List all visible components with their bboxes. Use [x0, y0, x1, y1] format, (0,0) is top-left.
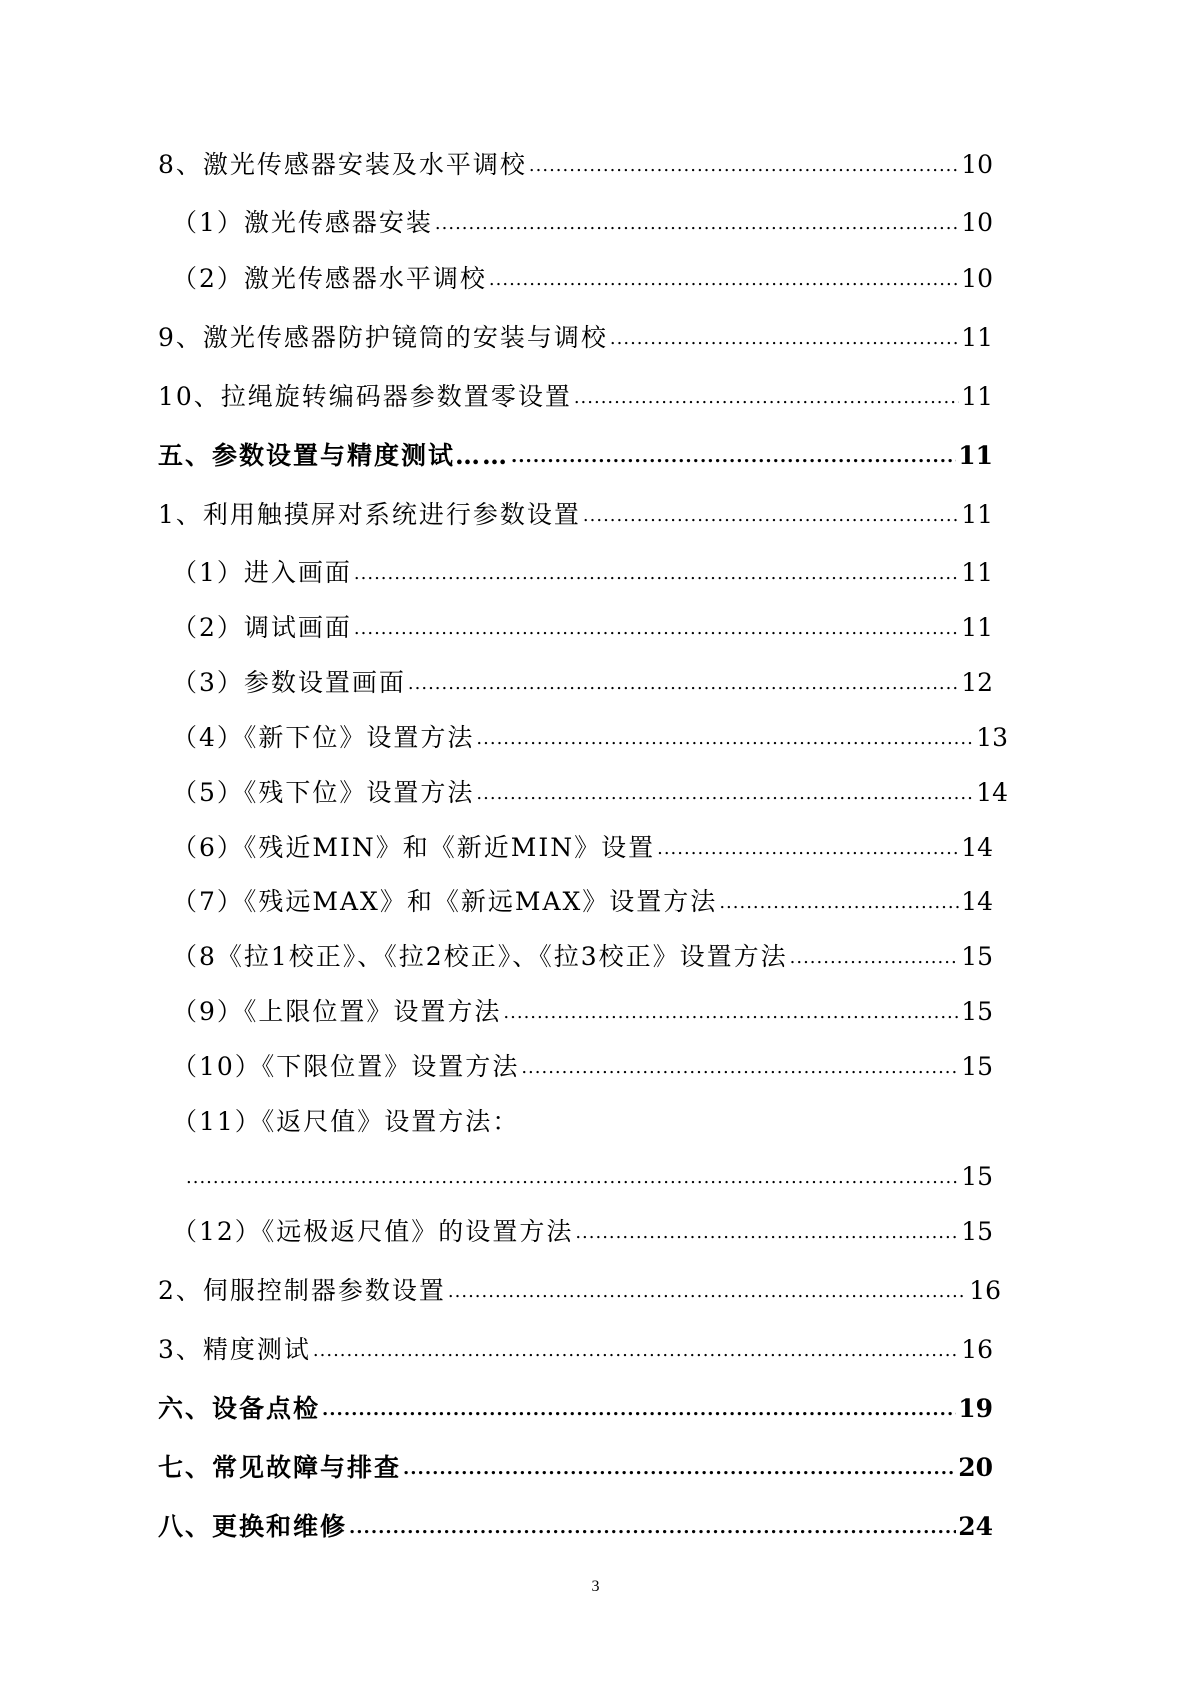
dot-leader [403, 1449, 956, 1486]
toc-entry [158, 148, 993, 182]
toc-entry-page: 11 [958, 441, 993, 470]
toc-entry-page: 15 [961, 997, 993, 1026]
toc-entry-page: 11 [961, 382, 993, 411]
toc-entry-page: 15 [961, 1052, 993, 1081]
toc-entry-title: （2）调试画面 [172, 613, 352, 642]
toc-entry-chapter [158, 1510, 993, 1544]
toc-entry [172, 611, 993, 645]
toc-entry-title: （9）《上限位置》设置方法 [172, 997, 502, 1026]
dot-leader [583, 496, 959, 533]
toc-entry [158, 1274, 1001, 1308]
toc-entry-chapter [158, 439, 993, 473]
toc-entry-page: 14 [961, 833, 993, 862]
toc-entry-chapter [158, 1451, 993, 1485]
toc-entry [172, 556, 993, 590]
toc-entry-title: 8、激光传感器安装及水平调校 [158, 150, 527, 179]
toc-entry-title: （8《拉1校正》、《拉2校正》、《拉3校正》设置方法 [172, 942, 788, 971]
dot-leader [476, 719, 974, 756]
toc-entry-page: 10 [961, 264, 993, 293]
toc-entry-page: 16 [969, 1276, 1001, 1305]
toc-entry-title: （7）《残远MAX》和《新远MAX》设置方法 [172, 887, 718, 916]
toc-entry-title: （2）激光传感器水平调校 [172, 264, 487, 293]
dot-leader [521, 1048, 959, 1085]
toc-entry-title: 八、更换和维修 [158, 1512, 348, 1541]
toc-entry [172, 206, 993, 240]
toc-entry-page: 15 [961, 942, 993, 971]
dot-leader [435, 204, 959, 241]
dot-leader [719, 883, 959, 920]
toc-entry-title: （5）《残下位》设置方法 [172, 778, 475, 807]
toc-entry [172, 262, 993, 296]
toc-entry-title: （4）《新下位》设置方法 [172, 723, 475, 752]
toc-entry-title: （1）进入画面 [172, 558, 352, 587]
toc-entry-title: 3、精度测试 [158, 1335, 311, 1364]
toc-entry-title: （1）激光传感器安装 [172, 208, 433, 237]
page-number: 3 [591, 1578, 600, 1595]
toc-entry [172, 995, 993, 1029]
toc-entry-page: 19 [958, 1394, 993, 1423]
dot-leader [574, 378, 959, 415]
toc-entry-page: 14 [961, 887, 993, 916]
toc-entry-page: 16 [961, 1335, 993, 1364]
toc-entry-page: 12 [961, 668, 993, 697]
dot-leader [186, 1158, 959, 1195]
toc-entry-page: 24 [958, 1512, 993, 1541]
dot-leader [349, 1508, 956, 1545]
dot-leader [313, 1331, 959, 1368]
toc-entry-page: 10 [961, 208, 993, 237]
toc-entry-title: （3）参数设置画面 [172, 668, 406, 697]
dot-leader [511, 437, 956, 474]
toc-entry-page: 20 [958, 1453, 993, 1482]
toc-entry-title: 七、常见故障与排查 [158, 1453, 402, 1482]
dot-leader [322, 1390, 956, 1427]
toc-entry-title: 10、拉绳旋转编码器参数置零设置 [158, 382, 572, 411]
toc-entry-page: 14 [976, 778, 1008, 807]
dot-leader [790, 938, 960, 975]
dot-leader [489, 260, 959, 297]
toc-entry [172, 885, 993, 919]
toc-entry [172, 666, 993, 700]
toc-entry-page: 11 [961, 500, 993, 529]
toc-entry [158, 380, 993, 414]
toc-entry-title: （11）《返尺值》设置方法： [172, 1107, 520, 1136]
dot-leader [575, 1213, 959, 1250]
toc-entry-title: （6）《残近MIN》和《新近MIN》设置 [172, 833, 656, 862]
toc-entry-title: 1、利用触摸屏对系统进行参数设置 [158, 500, 581, 529]
toc-entry-title: 2、伺服控制器参数设置 [158, 1276, 446, 1305]
toc-entry-title: 六、设备点检 [158, 1394, 321, 1423]
dot-leader [476, 774, 974, 811]
toc-entry-title: 五、参数设置与精度测试…… [158, 441, 510, 470]
toc-entry-chapter [158, 1392, 993, 1426]
toc-entry-title: （10）《下限位置》设置方法 [172, 1052, 520, 1081]
dot-leader [657, 829, 959, 866]
toc-entry [172, 940, 993, 974]
dot-leader [354, 609, 959, 646]
toc-entry-page: 10 [961, 150, 993, 179]
toc-entry [172, 1215, 993, 1249]
toc-entry-page: 15 [961, 1217, 993, 1246]
toc-entry [172, 831, 993, 865]
toc-entry-title: 9、激光传感器防护镜筒的安装与调校 [158, 323, 608, 352]
toc-entry-page: 13 [976, 723, 1008, 752]
toc-entry [172, 721, 1008, 755]
toc-entry [158, 498, 993, 532]
toc-entry-title: （12）《远极返尺值》的设置方法 [172, 1217, 574, 1246]
dot-leader [448, 1272, 967, 1309]
toc-entry [184, 1160, 993, 1194]
toc-entry-page: 11 [961, 558, 993, 587]
dot-leader [610, 319, 959, 356]
dot-leader [529, 146, 959, 183]
toc-entry-page: 11 [961, 613, 993, 642]
toc-entry [158, 1333, 993, 1367]
dot-leader [503, 993, 959, 1030]
toc-entry [172, 1050, 993, 1084]
toc-entry [172, 776, 1008, 810]
dot-leader [354, 554, 959, 591]
dot-leader [408, 664, 959, 701]
toc-entry-page: 11 [961, 323, 993, 352]
toc-entry [158, 321, 993, 355]
toc-entry-page: 15 [961, 1162, 993, 1191]
